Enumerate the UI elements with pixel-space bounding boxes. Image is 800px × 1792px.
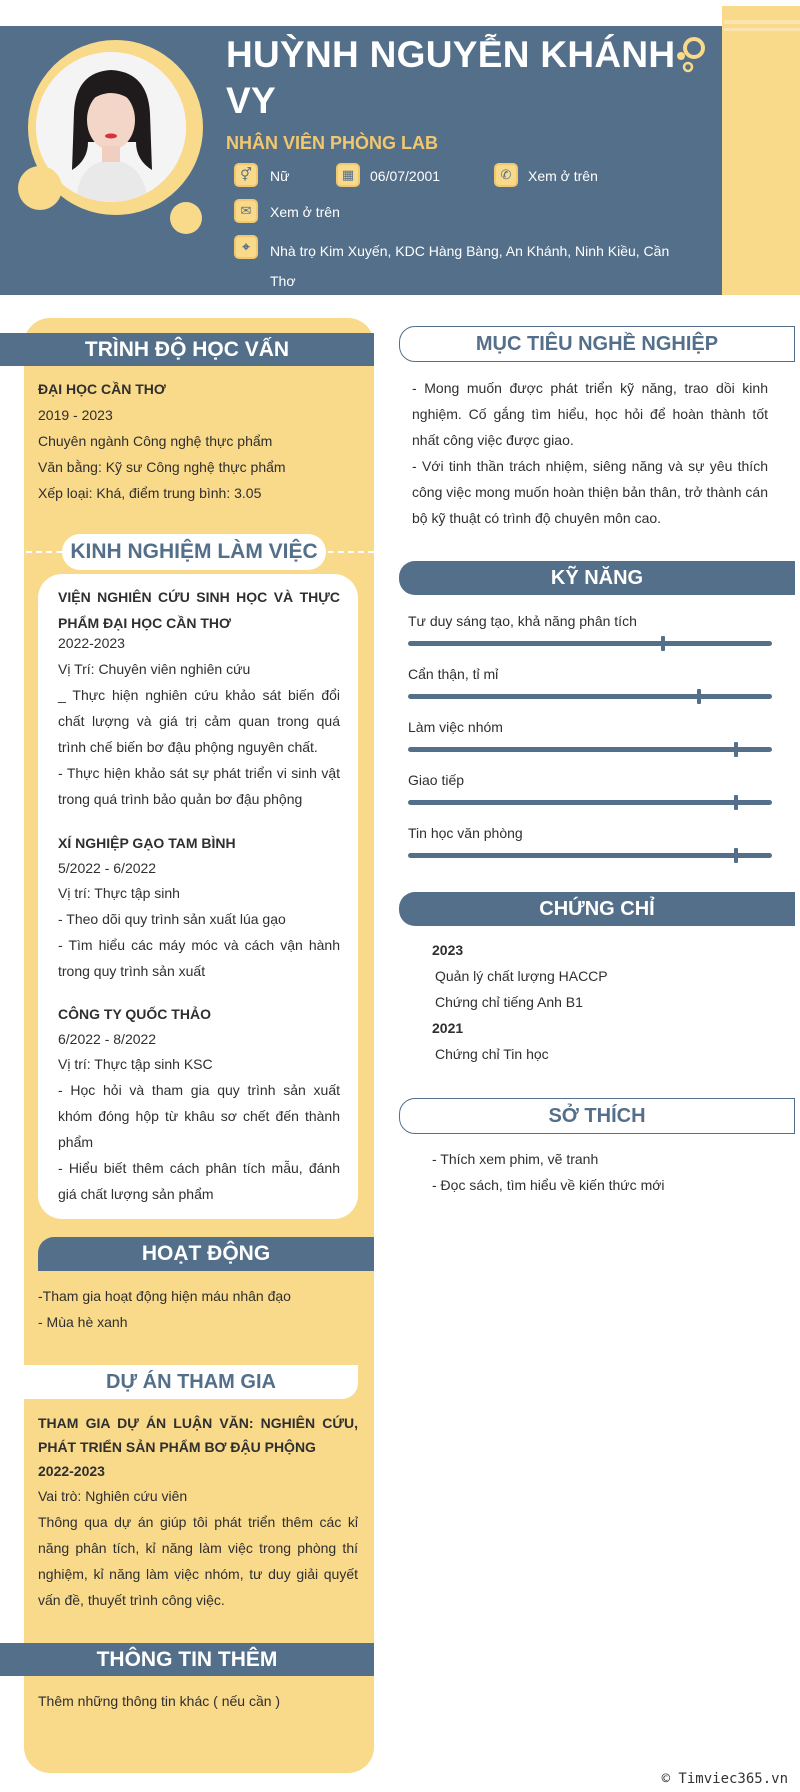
activity-item: - Mùa hè xanh	[38, 1314, 128, 1330]
job-description: - Thực hiện khảo sát sự phát triển vi sinh vật trong quá trình bảo quản bơ đậu phộng	[58, 765, 340, 807]
certificate-year: 2023	[432, 942, 464, 958]
decor-line	[724, 20, 800, 24]
job-period: 5/2022 - 6/2022	[58, 860, 157, 876]
skill-level-track	[408, 694, 772, 699]
activity-item: -Tham gia hoạt động hiện máu nhân đạo	[38, 1288, 291, 1304]
objective-paragraph: - Với tinh thần trách nhiệm, siêng năng và sự yêu thích công việc mong muốn hoàn thiện bản thân, trở thành cán bộ kỹ thuật có trình độ chuyên môn cao.	[412, 458, 768, 526]
education-major: Chuyên ngành Công nghệ thực phẩm	[38, 433, 273, 449]
extra-info-text: Thêm những thông tin khác ( nếu cần )	[38, 1693, 281, 1709]
hobby-item: - Thích xem phim, vẽ tranh	[432, 1151, 599, 1167]
certificate-item: Quản lý chất lượng HACCP	[435, 968, 608, 984]
decor-dot	[170, 202, 202, 234]
phone-icon: ✆	[494, 163, 518, 187]
job-description: _ Thực hiện nghiên cứu khảo sát biến đổi chất lượng và giá trị cảm quan trong quá trình chế biến bơ đậu phộng nguyên chất.	[58, 687, 340, 755]
job-period: 6/2022 - 8/2022	[58, 1031, 157, 1047]
activities-heading: HOẠT ĐỘNG	[38, 1237, 374, 1271]
skill-level-knob	[697, 689, 701, 704]
hobbies-heading: SỞ THÍCH	[399, 1098, 795, 1134]
address-value: Nhà trọ Kim Xuyến, KDC Hàng Bàng, An Khánh, Ninh Kiều, Cần Thơ	[270, 243, 670, 289]
job-description: - Tìm hiểu các máy móc và cách vận hành trong quy trình sản xuất	[58, 937, 340, 979]
birthday-value: 06/07/2001	[370, 168, 441, 184]
skills-heading: KỸ NĂNG	[399, 561, 795, 595]
job-description: - Hiểu biết thêm cách phân tích mẫu, đánh giá chất lượng sản phẩm	[58, 1160, 340, 1202]
skill-level-track	[408, 800, 772, 805]
email-value: Xem ở trên	[270, 204, 340, 220]
skill-name: Cẩn thận, tỉ mỉ	[408, 666, 499, 682]
education-grade: Xếp loại: Khá, điểm trung bình: 3.05	[38, 485, 262, 501]
project-name: THAM GIA DỰ ÁN LUẬN VĂN: NGHIÊN CỨU, PHÁT TRIỂN SẢN PHẨM BƠ ĐẬU PHỘNG	[38, 1415, 358, 1455]
skill-level-track	[408, 853, 772, 858]
extra-info-heading: THÔNG TIN THÊM	[0, 1643, 374, 1676]
project-period: 2022-2023	[38, 1463, 105, 1479]
certificate-item: Chứng chỉ Tin học	[435, 1046, 549, 1062]
location-icon: ⌖	[234, 235, 258, 259]
skill-level-knob	[734, 795, 738, 810]
skill-name: Tư duy sáng tạo, khả năng phân tích	[408, 613, 637, 629]
certificate-year: 2021	[432, 1020, 464, 1036]
job-description: - Học hỏi và tham gia quy trình sản xuất khóm đóng hộp từ khâu sơ chết đến thành phẩm	[58, 1082, 340, 1150]
education-heading: TRÌNH ĐỘ HỌC VẤN	[0, 333, 374, 366]
phone-value: Xem ở trên	[528, 168, 598, 184]
skill-level-knob	[734, 742, 738, 757]
skill-level-track	[408, 641, 772, 646]
hobby-item: - Đọc sách, tìm hiểu về kiến thức mới	[432, 1177, 665, 1193]
job-description: - Theo dõi quy trình sản xuất lúa gạo	[58, 911, 286, 927]
job-company: CÔNG TY QUỐC THẢO	[58, 1006, 211, 1022]
gender-value: Nữ	[270, 168, 290, 184]
skill-level-knob	[661, 636, 665, 651]
header-decor-strip	[722, 6, 800, 295]
footer-brand: © Timviec365.vn	[661, 1771, 788, 1787]
experience-heading: KINH NGHIỆM LÀM VIỆC	[62, 534, 326, 570]
email-icon: ✉	[234, 199, 258, 223]
candidate-name: HUỲNH NGUYỄN KHÁNH VY	[226, 34, 676, 121]
job-period: 2022-2023	[58, 635, 125, 651]
skill-name: Giao tiếp	[408, 772, 465, 788]
skill-name: Tin học văn phòng	[408, 825, 523, 841]
decor-line	[724, 28, 800, 31]
skill-name: Làm việc nhóm	[408, 719, 503, 735]
gender-icon: ⚥	[234, 163, 258, 187]
skill-level-track	[408, 747, 772, 752]
job-role: Vị trí: Thực tập sinh	[58, 885, 180, 901]
projects-heading: DỰ ÁN THAM GIA	[24, 1365, 358, 1399]
school-name: ĐẠI HỌC CẦN THƠ	[38, 381, 166, 397]
job-company: VIỆN NGHIÊN CỨU SINH HỌC VÀ THỰC PHẨM ĐẠI HỌC CẦN THƠ	[58, 589, 340, 631]
education-degree: Văn bằng: Kỹ sư Công nghệ thực phẩm	[38, 459, 286, 475]
objective-paragraph: - Mong muốn được phát triển kỹ năng, trao dồi kinh nghiệm. Cố gắng tìm hiểu, học hỏi để hoàn thành tốt nhất công việc được giao.	[412, 380, 768, 448]
job-title: NHÂN VIÊN PHÒNG LAB	[226, 133, 439, 153]
skill-level-knob	[734, 848, 738, 863]
job-role: Vị Trí: Chuyên viên nghiên cứu	[58, 661, 251, 677]
education-period: 2019 - 2023	[38, 407, 113, 423]
job-company: XÍ NGHIỆP GẠO TAM BÌNH	[58, 835, 236, 851]
decor-dot	[18, 166, 62, 210]
project-description: Thông qua dự án giúp tôi phát triển thêm các kỉ năng phân tích, kỉ năng làm việc trong phòng thí nghiệm, kỉ năng làm việc nhóm, tư duy giải quyết vấn đề, thuyết trình công việc.	[38, 1514, 358, 1608]
job-role: Vị trí: Thực tập sinh KSC	[58, 1056, 213, 1072]
certificates-heading: CHỨNG CHỈ	[399, 892, 795, 926]
certificate-item: Chứng chỉ tiếng Anh B1	[435, 994, 583, 1010]
calendar-icon: ▦	[336, 163, 360, 187]
objective-heading: MỤC TIÊU NGHỀ NGHIỆP	[399, 326, 795, 362]
project-role: Vai trò: Nghiên cứu viên	[38, 1488, 188, 1504]
